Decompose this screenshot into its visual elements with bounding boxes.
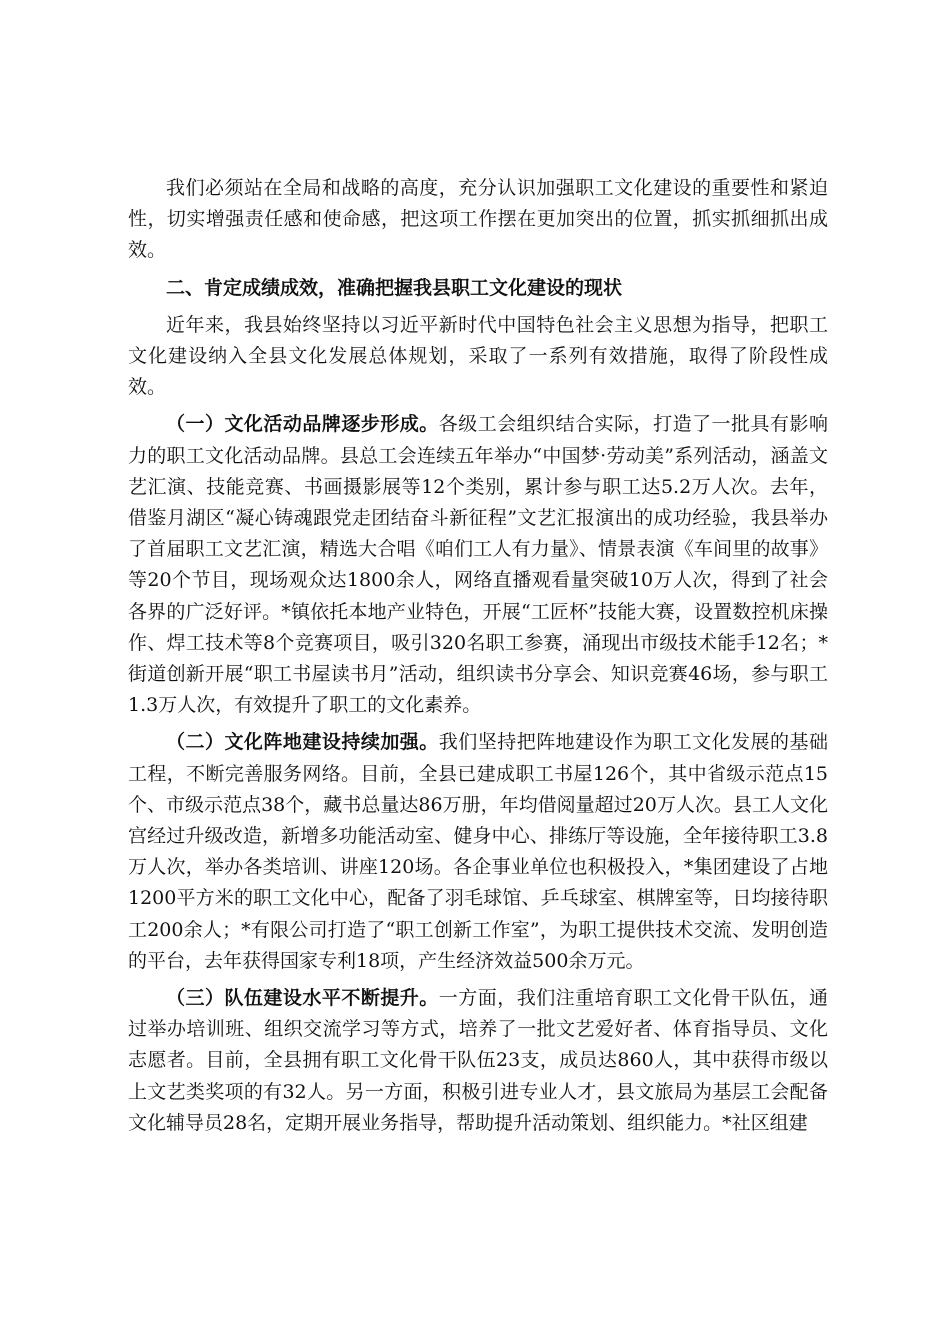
section-1-body: 各级工会组织结合实际，打造了一批具有影响力的职工文化活动品牌。县总工会连续五年举办“中国梦·劳动美”系列活动，涵盖文艺汇演、技能竞赛、书画摄影展等12个类别，累计参与职工达5.2万人次。去年，借鉴月湖区“凝心铸魂跟党走团结奋斗新征程”文艺汇报演出的成功经验，我县举办了首届职工文艺汇演，精选大合唱《咱们工人有力量》、情景表演《车间里的故事》等20个节目，现场观众达1800余人，网络直播观看量突破10万人次，得到了社会各界的广泛好评。*镇依托本地产业特色，开展“工匠杯”技能大赛，设置数控机床操作、焊工技术等8个竞赛项目，吸引320名职工参赛，涌现出市级技术能手12名；*街道创新开展“职工书屋读书月”活动，组织读书分享会、知识竞赛46场，参与职工1.3万人次，有效提升了职工的文化素养。 [128, 413, 828, 717]
section-3-body: 一方面，我们注重培育职工文化骨干队伍，通过举办培训班、组织交流学习等方式，培养了一批文艺爱好者、体育指导员、文化志愿者。目前，全县拥有职工文化骨干队伍23支，成员达860人，其中获得市级以上文艺类奖项的有32人。另一方面，积极引进专业人才，县文旅局为基层工会配备文化辅导员28名，定期开展业务指导，帮助提升活动策划、组织能力。*社区组建 [128, 987, 828, 1134]
paragraph-section-1 [128, 409, 828, 721]
paragraph-section-2 [128, 727, 828, 977]
section-1-lead: （一）文化活动品牌逐步形成。 [166, 413, 439, 436]
paragraph-section-3 [128, 983, 828, 1139]
section-heading: 二、肯定成绩成效，准确把握我县职工文化建设的现状 [166, 276, 623, 299]
paragraph-overview: 近年来，我县始终坚持以习近平新时代中国特色社会主义思想为指导，把职工文化建设纳入全县文化发展总体规划，采取了一系列有效措施，取得了阶段性成效。 [128, 313, 828, 399]
paragraph-intro: 我们必须站在全局和战略的高度，充分认识加强职工文化建设的重要性和紧迫性，切实增强责任感和使命感，把这项工作摆在更加突出的位置，抓实抓细抓出成效。 [128, 177, 828, 262]
section-2-lead: （二）文化阵地建设持续加强。 [166, 731, 439, 754]
section-3-lead: （三）队伍建设水平不断提升。 [166, 987, 439, 1010]
document-body [128, 173, 828, 1145]
section-2-body: 我们坚持把阵地建设作为职工文化发展的基础工程，不断完善服务网络。目前，全县已建成职工书屋126个，其中省级示范点15个、市级示范点38个，藏书总量达86万册，年均借阅量超过20万人次。县工人文化宫经过升级改造，新增多功能活动室、健身中心、排练厅等设施，全年接待职工3.8万人次，举办各类培训、讲座120场。各企事业单位也积极投入，*集团建设了占地1200平方米的职工文化中心，配备了羽毛球馆、乒乓球室、棋牌室等，日均接待职工200余人；*有限公司打造了“职工创新工作室”，为职工提供技术交流、发明创造的平台，去年获得国家专利18项，产生经济效益500余万元。 [128, 731, 828, 972]
